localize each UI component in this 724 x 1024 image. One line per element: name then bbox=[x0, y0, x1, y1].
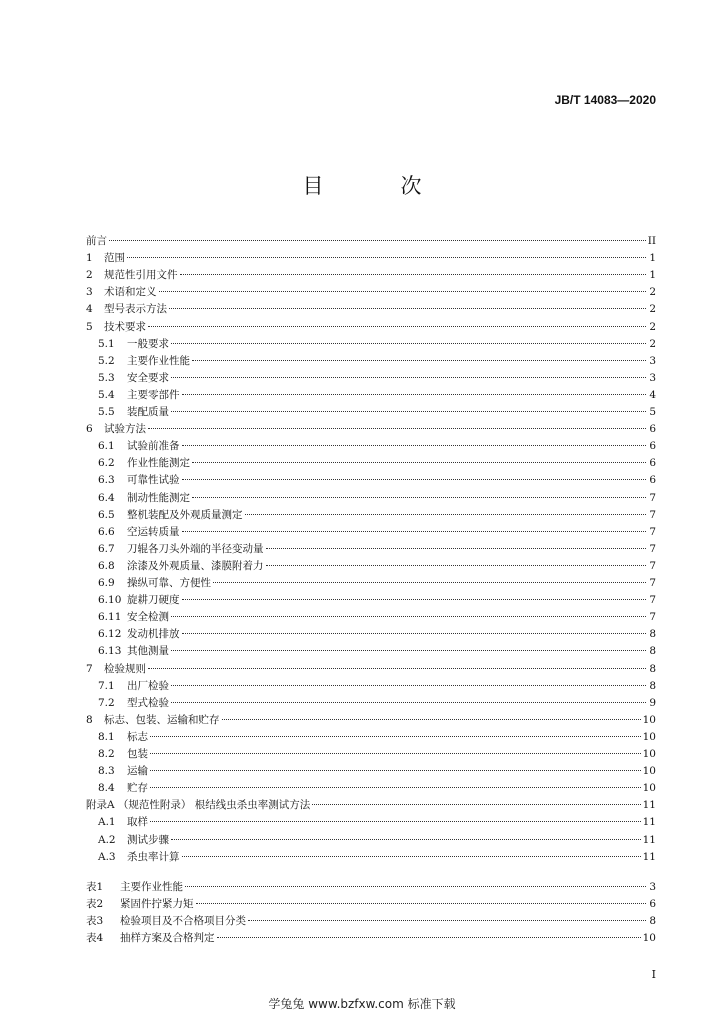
toc-entry-page: 5 bbox=[649, 406, 656, 418]
dot-leader bbox=[266, 536, 647, 549]
dot-leader bbox=[182, 844, 641, 857]
toc-entry-number: 5.5 bbox=[98, 406, 115, 418]
dot-leader bbox=[185, 874, 646, 887]
toc-entry-label: 其他测量 bbox=[127, 645, 169, 658]
dot-leader bbox=[192, 485, 646, 498]
dot-leader bbox=[182, 382, 647, 395]
dot-leader bbox=[171, 604, 646, 617]
toc-entry-page: 8 bbox=[649, 662, 656, 675]
toc-entry-number: 6.5 bbox=[98, 508, 115, 521]
toc-entry-number: 3 bbox=[86, 286, 93, 299]
toc-entry-page: 8 bbox=[649, 679, 656, 692]
toc-entry-label: 紧固件拧紧力矩 bbox=[120, 897, 194, 910]
toc-entry-page: 7 bbox=[649, 491, 656, 504]
dot-leader bbox=[180, 262, 647, 275]
toc-entry-label: 发动机排放 bbox=[127, 628, 180, 641]
toc-entry-number: 表2 bbox=[86, 897, 104, 910]
toc-entry-page: 1 bbox=[649, 269, 656, 282]
toc-entry-number: 5 bbox=[86, 320, 93, 333]
toc-entry-number: 7.2 bbox=[98, 696, 115, 709]
toc-entry-number: 6.3 bbox=[98, 474, 115, 487]
toc-entry-label: 一般要求 bbox=[127, 337, 169, 350]
dot-leader bbox=[171, 673, 646, 686]
dot-leader bbox=[171, 827, 641, 840]
toc-entry-label: 整机装配及外观质量测定 bbox=[127, 508, 243, 521]
toc-entry-number: 5.1 bbox=[98, 337, 115, 350]
toc-entry-number: 6.7 bbox=[98, 542, 115, 555]
dot-leader bbox=[171, 690, 646, 703]
dot-leader bbox=[213, 570, 646, 583]
toc-entry-number: 5.2 bbox=[98, 354, 115, 367]
toc-entry-page: 2 bbox=[649, 286, 656, 299]
toc-entry-label: 规范性引用文件 bbox=[104, 269, 178, 282]
toc-entry-number: 表3 bbox=[86, 914, 104, 927]
toc-entry-number: 6.10 bbox=[98, 594, 122, 607]
dot-leader bbox=[171, 399, 646, 412]
toc-entry-page: 11 bbox=[642, 816, 656, 829]
toc-entry-number: 8 bbox=[86, 713, 93, 726]
toc-entry-page: 10 bbox=[642, 713, 656, 726]
toc-entry-label: 作业性能测定 bbox=[127, 457, 190, 470]
toc-entry-page: 2 bbox=[649, 303, 656, 316]
toc-entry-page: 11 bbox=[642, 799, 656, 812]
toc-entry-page: 6 bbox=[649, 423, 656, 436]
dot-leader bbox=[148, 416, 646, 429]
toc-entry-number: 6.12 bbox=[98, 628, 122, 641]
toc-entry-number: 6.13 bbox=[98, 645, 122, 658]
toc-entry-number: 表1 bbox=[86, 880, 104, 893]
toc-entry-page: 10 bbox=[642, 782, 656, 795]
page-title: 目 次 bbox=[302, 174, 450, 198]
toc-entry-label: 装配质量 bbox=[127, 406, 169, 418]
dot-leader bbox=[266, 553, 647, 566]
toc-entry-number: 6.11 bbox=[98, 611, 122, 624]
toc-entry-page: 3 bbox=[649, 880, 656, 893]
toc-entry-number: 7 bbox=[86, 662, 93, 675]
dot-leader bbox=[217, 925, 641, 938]
dot-leader bbox=[182, 433, 647, 446]
toc-entry-label: 安全检测 bbox=[127, 611, 169, 624]
toc-entry-page: 10 bbox=[642, 765, 656, 778]
toc-entry-label: 旋耕刀硬度 bbox=[127, 594, 180, 607]
toc-entry[interactable] bbox=[86, 928, 656, 945]
toc-entry-page: 7 bbox=[649, 611, 656, 624]
toc-entry-number: 8.3 bbox=[98, 765, 115, 778]
dot-leader bbox=[127, 245, 646, 258]
dot-leader bbox=[150, 724, 641, 737]
toc-entry-number: 6.6 bbox=[98, 525, 115, 538]
toc-entry-label: 术语和定义 bbox=[104, 286, 157, 299]
document-code: JB/T 14083—2020 bbox=[554, 93, 656, 107]
toc-entry-page: 7 bbox=[649, 508, 656, 521]
toc-entry-number: 5.3 bbox=[98, 371, 115, 384]
toc-entry-page: 11 bbox=[642, 850, 656, 863]
toc-entry-page: 3 bbox=[649, 371, 656, 384]
dot-leader bbox=[159, 279, 647, 292]
toc-entry-number: 2 bbox=[86, 269, 93, 282]
toc-entry-page: 7 bbox=[649, 577, 656, 589]
dot-leader bbox=[109, 228, 646, 241]
dot-leader bbox=[150, 741, 641, 754]
toc-entry-number: 1 bbox=[86, 252, 93, 265]
toc-entry-label: 前言 bbox=[86, 235, 107, 247]
toc-entry-page: 6 bbox=[649, 440, 656, 453]
toc-entry-number: 6.2 bbox=[98, 457, 115, 470]
toc-entry-number: A.3 bbox=[98, 850, 116, 863]
toc-entry-number: 7.1 bbox=[98, 679, 115, 692]
toc-entry-number: 8.2 bbox=[98, 748, 115, 760]
toc-entry[interactable] bbox=[86, 847, 656, 864]
toc-entry-page: 3 bbox=[649, 354, 656, 367]
toc-entry-label: 安全要求 bbox=[127, 371, 169, 384]
dot-leader bbox=[248, 908, 646, 921]
toc-entry-label: 抽样方案及合格判定 bbox=[120, 932, 215, 944]
toc-entry-label: 涂漆及外观质量、漆膜附着力 bbox=[127, 559, 264, 572]
dot-leader bbox=[171, 331, 646, 344]
toc-entry-page: 7 bbox=[649, 542, 656, 555]
dot-leader bbox=[148, 656, 646, 669]
toc-entry-label: 检验规则 bbox=[104, 662, 146, 675]
toc-entry-page: 11 bbox=[642, 833, 656, 846]
toc-entry-number: 6.4 bbox=[98, 491, 115, 504]
dot-leader bbox=[150, 758, 641, 771]
toc-entry-page: 6 bbox=[649, 474, 656, 487]
dot-leader bbox=[192, 348, 646, 361]
dot-leader bbox=[169, 296, 646, 309]
toc-entry-number: 8.4 bbox=[98, 782, 115, 795]
toc-entry-label: 操纵可靠、方便性 bbox=[127, 577, 211, 589]
toc-entry-label: 可靠性试验 bbox=[127, 474, 180, 487]
toc-entry-label: 测试步骤 bbox=[127, 833, 169, 846]
toc-entry-page: 7 bbox=[649, 559, 656, 572]
toc-entry-page: 8 bbox=[649, 645, 656, 658]
dot-leader bbox=[148, 314, 646, 327]
toc-entry-page: 9 bbox=[649, 696, 656, 709]
dot-leader bbox=[245, 502, 647, 515]
toc-entry-label: 制动性能测定 bbox=[127, 491, 190, 504]
dot-leader bbox=[182, 621, 647, 634]
toc-entry-page: 10 bbox=[642, 932, 656, 944]
dot-leader bbox=[192, 450, 646, 463]
dot-leader bbox=[196, 891, 647, 904]
toc-entry-label: 型式检验 bbox=[127, 696, 169, 709]
toc-entry-label: 贮存 bbox=[127, 782, 148, 795]
toc-entry-page: 10 bbox=[642, 748, 656, 760]
toc-entry-label: 包装 bbox=[127, 748, 148, 760]
toc-entry-label: 杀虫率计算 bbox=[127, 850, 180, 863]
toc-entry-label: 刀辊各刀头外端的半径变动量 bbox=[127, 542, 264, 555]
toc-entry-page: 8 bbox=[649, 628, 656, 641]
dot-leader bbox=[171, 638, 646, 651]
toc-entry-label: 出厂检验 bbox=[127, 679, 169, 692]
toc-entry-page: 6 bbox=[649, 897, 656, 910]
dot-leader bbox=[222, 707, 641, 720]
page-number: I bbox=[651, 968, 656, 981]
toc-entry-page: 7 bbox=[649, 525, 656, 538]
toc-entry-label: 运输 bbox=[127, 765, 148, 778]
dot-leader bbox=[182, 519, 647, 532]
toc-entry-label: 检验项目及不合格项目分类 bbox=[120, 914, 246, 927]
dot-leader bbox=[150, 809, 641, 822]
toc-entry-label: 取样 bbox=[127, 816, 148, 829]
toc-entry-label: 附录A （规范性附录） 根结线虫杀虫率测试方法 bbox=[86, 799, 311, 812]
watermark-text: 学兔兔 www.bzfxw.com 标准下载 bbox=[268, 997, 456, 1011]
toc-entry-number: 表4 bbox=[86, 932, 104, 944]
toc-entry-number: A.1 bbox=[98, 816, 116, 829]
toc-entry-page: 6 bbox=[649, 457, 656, 470]
toc-entry-page: 10 bbox=[642, 730, 656, 743]
dot-leader bbox=[171, 365, 646, 378]
dot-leader bbox=[150, 775, 641, 788]
toc-entry-page: 2 bbox=[649, 320, 656, 333]
toc-entry-label: 空运转质量 bbox=[127, 525, 180, 538]
toc-entry-label: 主要零部件 bbox=[127, 388, 180, 401]
toc-entry-label: 型号表示方法 bbox=[104, 303, 167, 316]
toc-entry-page: 4 bbox=[649, 388, 656, 401]
toc-entry-number: 5.4 bbox=[98, 388, 115, 401]
toc-entry-number: 4 bbox=[86, 303, 93, 316]
dot-leader bbox=[182, 467, 647, 480]
toc-entry-page: 7 bbox=[649, 594, 656, 607]
toc-entry-page: II bbox=[647, 235, 656, 247]
toc-entry-label: 技术要求 bbox=[104, 320, 146, 333]
toc-entry-label: 范围 bbox=[104, 252, 125, 265]
toc-entry-page: 2 bbox=[649, 337, 656, 350]
dot-leader bbox=[182, 587, 647, 600]
toc-entry-label: 标志 bbox=[127, 730, 148, 743]
toc-entry-page: 1 bbox=[649, 252, 656, 265]
toc-entry-label: 标志、包装、运输和贮存 bbox=[104, 713, 220, 726]
toc-entry-page: 8 bbox=[649, 914, 656, 927]
toc-entry-number: 6.9 bbox=[98, 577, 115, 589]
dot-leader bbox=[312, 792, 640, 805]
toc-entry-number: 8.1 bbox=[98, 730, 115, 743]
toc-entry-label: 试验前准备 bbox=[127, 440, 180, 453]
toc-entry-label: 主要作业性能 bbox=[120, 880, 183, 893]
toc-entry-number: 6.8 bbox=[98, 559, 115, 572]
toc-entry-number: A.2 bbox=[98, 833, 116, 846]
toc-entry-label: 主要作业性能 bbox=[127, 354, 190, 367]
toc-entry-number: 6.1 bbox=[98, 440, 115, 453]
toc-entry-number: 6 bbox=[86, 423, 93, 436]
toc-entry-label: 试验方法 bbox=[104, 423, 146, 436]
